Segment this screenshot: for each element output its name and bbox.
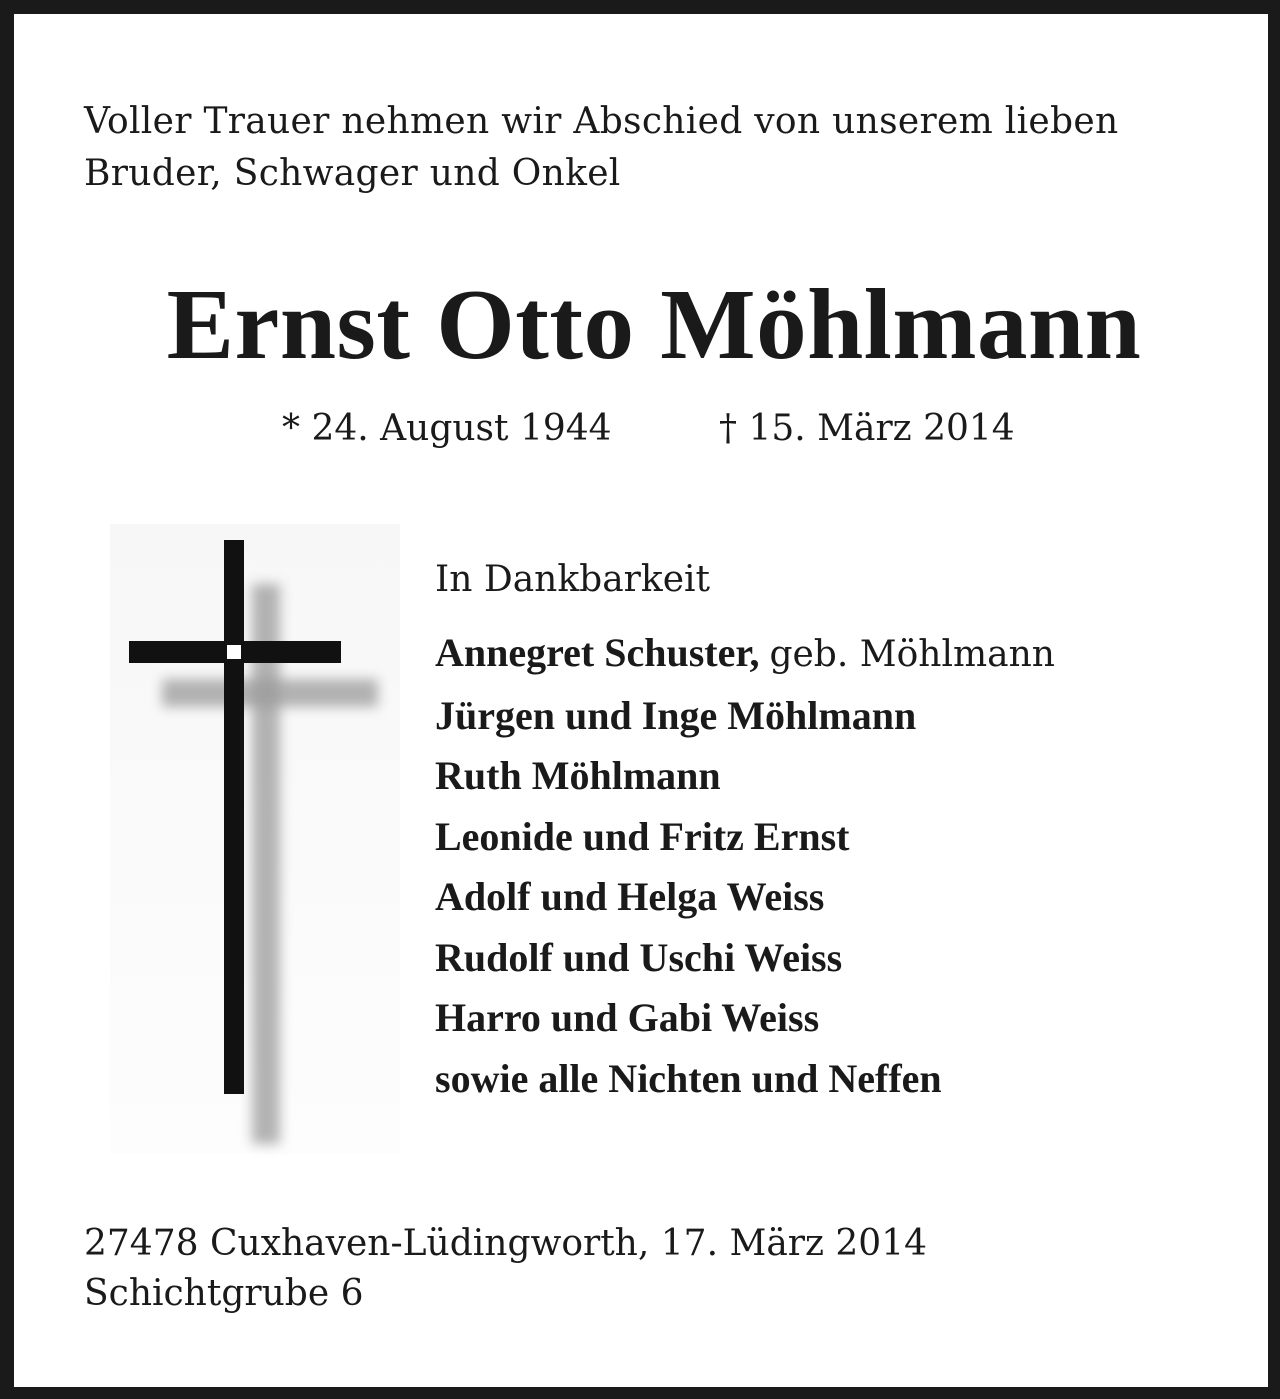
mourner-maiden-name: geb. Möhlmann	[769, 634, 1055, 675]
place-and-date: 27478 Cuxhaven-Lüdingworth, 17. März 2014	[84, 1223, 928, 1264]
mourner-item: Adolf und Helga Weiss	[435, 874, 825, 919]
intro-text	[84, 96, 1244, 200]
mourner-item: Leonide und Fritz Ernst	[435, 813, 850, 859]
mourner-item	[435, 623, 1055, 686]
cross-vertical-bar	[224, 540, 244, 1094]
thanks-heading: In Dankbarkeit	[435, 559, 710, 600]
cross-center-dot	[227, 645, 241, 659]
mourner-item: Harro und Gabi Weiss	[435, 995, 820, 1040]
address-block	[84, 1219, 927, 1319]
intro-line-1: Voller Trauer nehmen wir Abschied von unserem lieben	[84, 101, 1119, 142]
mourner-item: sowie alle Nichten und Neffen	[435, 1055, 942, 1101]
death-date: † 15. März 2014	[719, 408, 1015, 449]
intro-line-2: Bruder, Schwager und Onkel	[84, 153, 621, 194]
cross-shadow-vertical	[252, 584, 280, 1144]
deceased-name: Ernst Otto Möhlmann	[166, 268, 1142, 380]
mourner-name: Annegret Schuster,	[435, 630, 760, 675]
birth-date: * 24. August 1944	[282, 408, 612, 449]
street-address: Schichtgrube 6	[84, 1273, 364, 1314]
mourner-item: Ruth Möhlmann	[435, 753, 721, 798]
mourner-item: Jürgen und Inge Möhlmann	[435, 692, 917, 738]
mourner-item: Rudolf und Uschi Weiss	[435, 934, 843, 980]
cross-icon	[110, 524, 400, 1154]
cross-shadow-horizontal	[162, 679, 378, 707]
mourners-list	[435, 623, 1055, 1109]
